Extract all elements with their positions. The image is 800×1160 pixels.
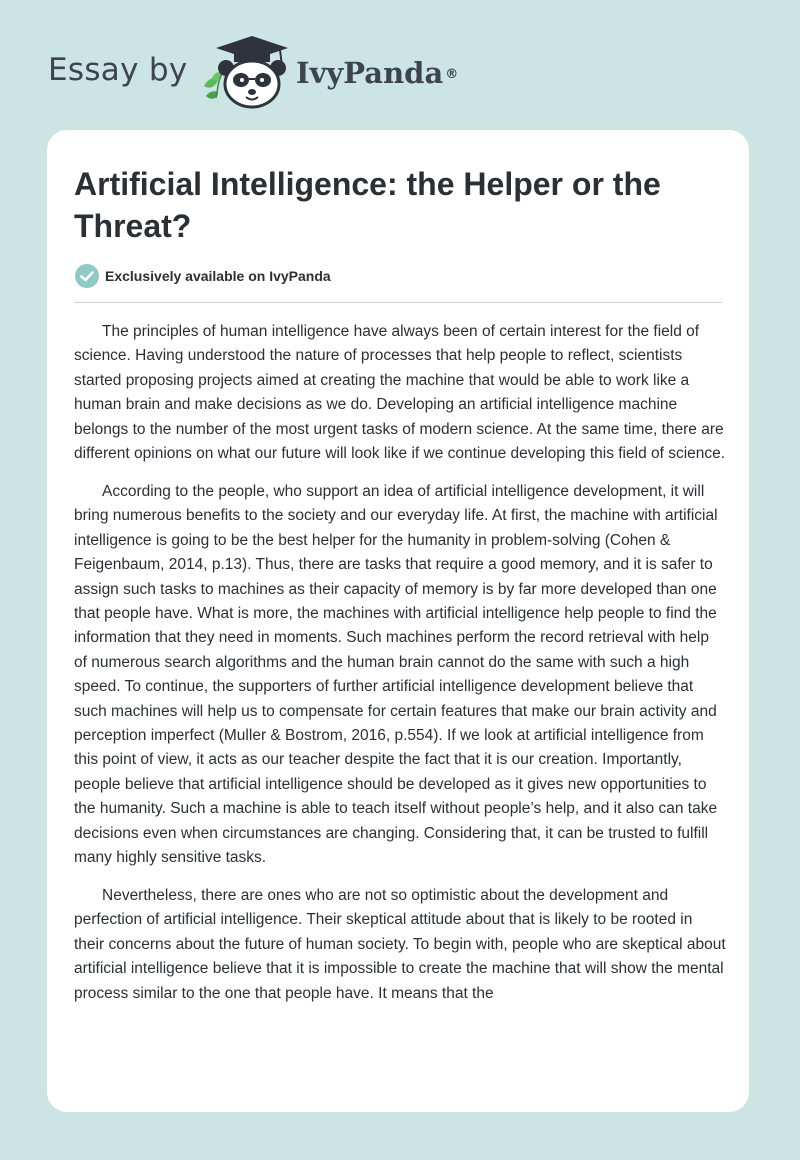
brand-logo-text[interactable] [296,53,458,93]
essay-card [47,130,749,1112]
paragraph: According to the people, who support an idea of artificial intelligence development, it will bring numerous benefits to the society and our everyday life. At first, the machine with artificial intelligence is going to be the best helper for the humanity in problem-solving (Cohen & Feigenbaum, 2014, p.13). Thus, there are tasks that require a good memory, and it is safer to assign such tasks to machines as their capacity of memory is by far more developed than one that people have. What is more, the machines with artificial intelligence help people to find the information that they need in moments. Such machines perform the record retrieval with help of numerous search algorithms and the human brain cannot do the same with such a high speed. To continue, the supporters of further artificial intelligence development believe that such machines will help us to compensate for certain features that make our brain activity and perception imperfect (Muller & Bostrom, 2016, p.554). If we look at artificial intelligence from this point of view, it acts as our teacher despite the fact that it is our creation. Importantly, people believe that artificial intelligence should be developed as it gives new opportunities to the humanity. Such a machine is able to teach itself without people’s help, and it also can take decisions even when circumstances are changing. Considering that, it can be trusted to fulfill many highly sensitive tasks. [74,482,718,867]
exclusive-badge-label: Exclusively available on IvyPanda [105,268,331,284]
exclusive-badge [74,263,331,289]
brand-name: IvyPanda [296,56,444,90]
panda-graduate-icon[interactable] [196,34,296,110]
registered-mark: ® [445,67,459,82]
paragraph: The principles of human intelligence have always been of certain interest for the field of science. Having understood the nature of processes that help people to reflect, scientists started proposing projects aimed at creating the machine that would be able to work like a human brain and make decisions as we do. Developing an artificial intelligence machine belongs to the number of the most urgent tasks of modern science. At the same time, there are different opinions on what our future will look like if we continue developing this field of science. [74,323,726,463]
check-circle-icon [74,263,100,289]
essay-title: Artificial Intelligence: the Helper or the Threat? [74,166,661,244]
essay-by-label: Essay by [48,52,188,88]
site-header [0,0,800,130]
ivy-leaf-icon [204,72,222,99]
title-divider [74,302,722,303]
paragraph: Nevertheless, there are ones who are not so optimistic about the development and perfection of artificial intelligence. Their skeptical attitude about that is likely to be rooted in their concerns about the future of human society. To begin with, people who are skeptical about artificial intelligence believe that it is impossible to create the machine that will show the mental process similar to the one that people have. It means that the [74,886,726,1002]
essay-body [74,320,726,1019]
